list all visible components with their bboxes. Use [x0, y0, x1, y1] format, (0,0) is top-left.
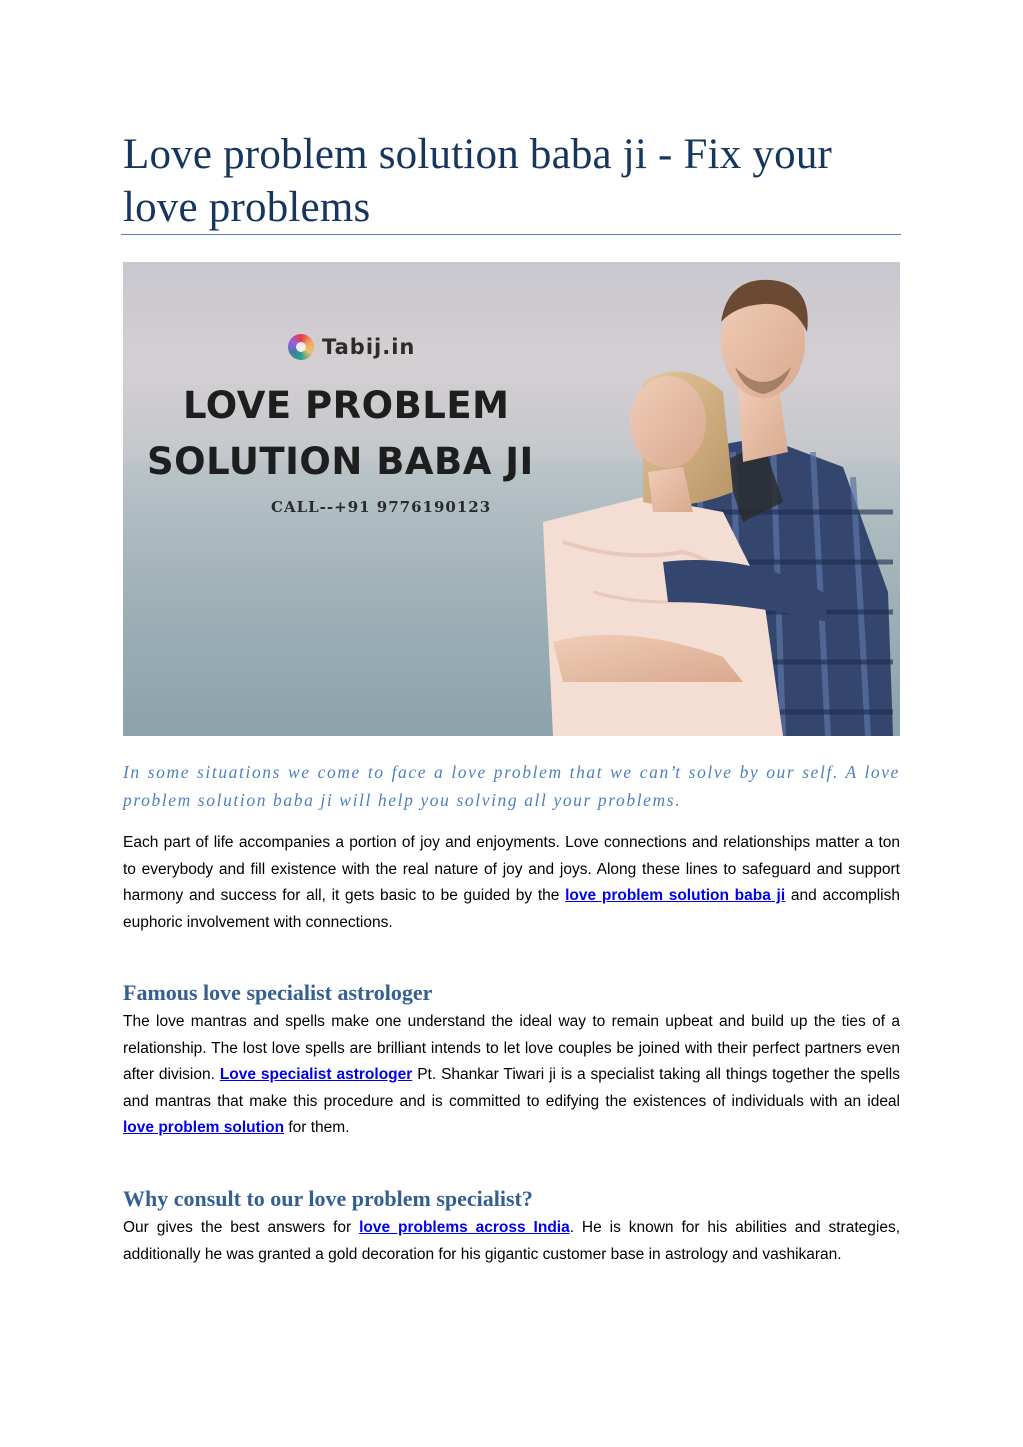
love-problems-across-india-link[interactable]: love problems across India: [359, 1219, 570, 1236]
love-problem-solution-link[interactable]: love problem solution: [123, 1119, 285, 1136]
love-specialist-astrologer-link[interactable]: Love specialist astrologer: [219, 1066, 413, 1083]
hero-headline-line2: SOLUTION BABA JI: [147, 440, 534, 483]
section-heading-why-consult: Why consult to our love problem specialist?: [123, 1186, 533, 1211]
hero-call-number: CALL--+91 9776190123: [271, 498, 492, 516]
tabij-logo-icon: [288, 334, 314, 360]
paragraph-1: [123, 830, 900, 936]
section-heading-famous-astrologer: Famous love specialist astrologer: [123, 980, 433, 1005]
paragraph-1-text-before: Each part of life accompanies a portion of joy and enjoyments. Love connections and relationships matter a ton to everybody and fill existence with the real nature of joy and joys. Along these lines to safeguard and support harmony and success for all, it gets basic to be guided by the: [123, 834, 900, 904]
page-title: Love problem solution baba ji - Fix your love problems: [123, 131, 833, 231]
paragraph-3-text-before: Our gives the best answers for: [123, 1219, 360, 1236]
paragraph-1-text-after: and accomplish euphoric involvement with connections.: [123, 887, 900, 931]
paragraph-2: [123, 1009, 900, 1142]
brand-name: Tabij.in: [322, 335, 416, 359]
paragraph-3: [123, 1215, 900, 1268]
paragraph-2-text-middle: Pt. Shankar Tiwari ji is a specialist taking all things together the spells and mantras that make this procedure and is committed to edifying the existences of individuals with an ideal: [123, 1066, 900, 1110]
paragraph-2-text-before: The love mantras and spells make one understand the ideal way to remain upbeat and build up the ties of a relationship. The lost love spells are brilliant intends to let love couples be joined with their perfect partners even after division.: [123, 1013, 900, 1083]
hero-image: [123, 262, 900, 736]
paragraph-3-text-after: . He is known for his abilities and strategies, additionally he was granted a gold decoration for his gigantic customer base in astrology and vashikaran.: [123, 1219, 900, 1263]
brand-logo-group: [288, 334, 415, 360]
hero-headline-line1: LOVE PROBLEM: [183, 384, 510, 427]
hero-illustration: [123, 262, 900, 736]
paragraph-2-text-after: for them.: [284, 1119, 350, 1136]
title-divider: [121, 234, 901, 235]
love-problem-solution-baba-ji-link[interactable]: love problem solution baba ji: [565, 887, 786, 904]
intro-paragraph: In some situations we come to face a love problem that we can’t solve by our self. A love problem solution baba ji will help you solving all your problems.: [123, 762, 900, 810]
